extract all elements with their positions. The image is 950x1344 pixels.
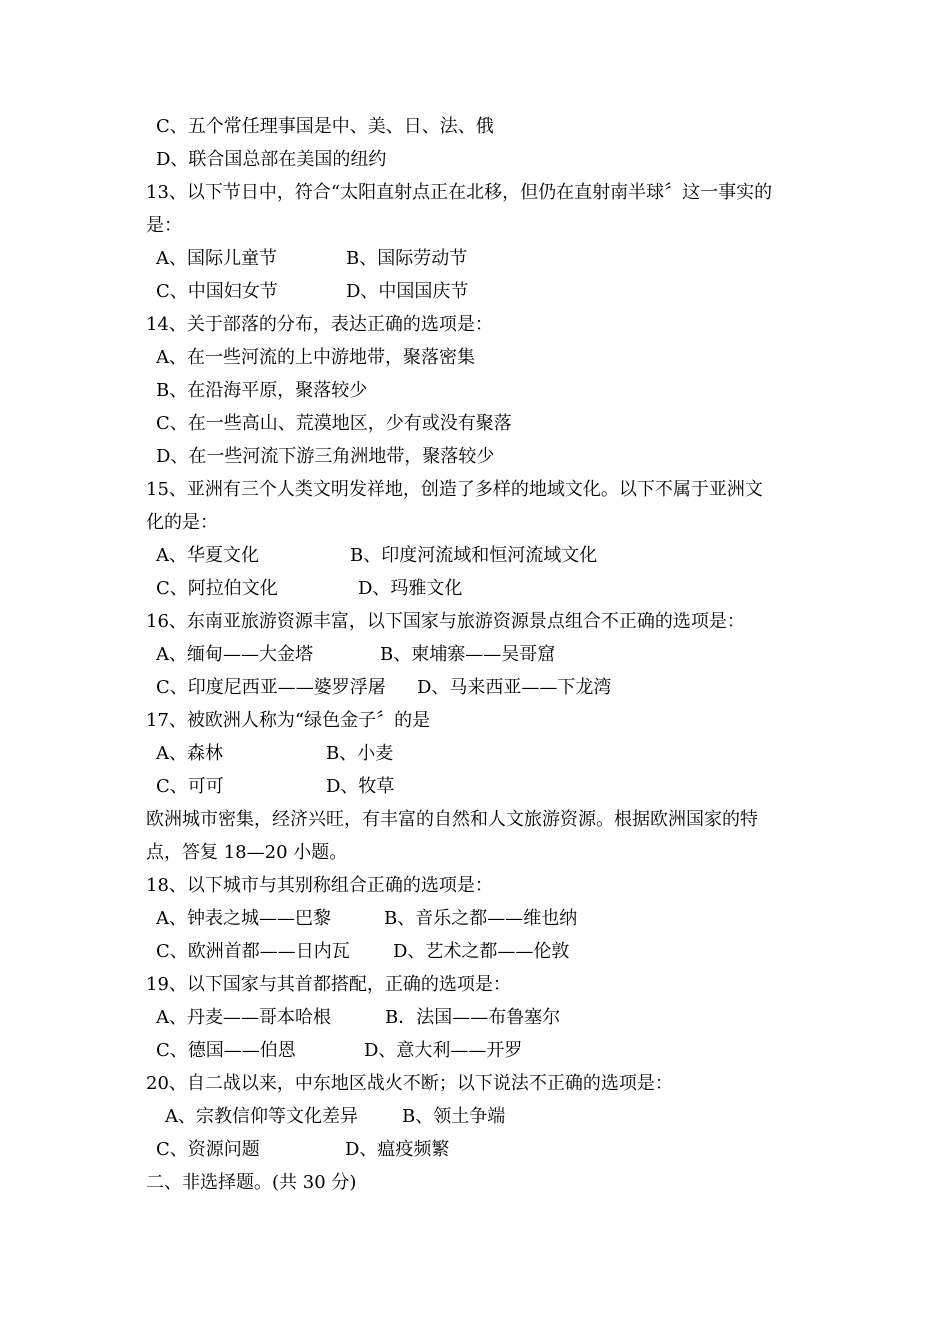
option-line: A、森林 B、小麦 — [156, 743, 394, 764]
option-line: A、钟表之城——巴黎 B、音乐之都——维也纳 — [156, 908, 578, 929]
option-line: C、欧洲首都——日内瓦 D、艺术之都——伦敦 — [156, 941, 570, 962]
option-line: D、在一些河流下游三角洲地带，聚落较少 — [156, 446, 495, 467]
question-15: 15、亚洲有三个人类文明发祥地，创造了多样的地域文化。以下不属于亚洲文 — [146, 479, 763, 500]
option-line: A、缅甸——大金塔 B、柬埔寨——吴哥窟 — [156, 644, 556, 665]
option-line: C、印度尼西亚——婆罗浮屠 D、马来西亚——下龙湾 — [156, 677, 612, 698]
question-17: 17、被欧洲人称为“绿色金子〞的是 — [146, 710, 431, 731]
question-19: 19、以下国家与其首都搭配，正确的选项是： — [146, 974, 511, 995]
passage-line: 欧洲城市密集，经济兴旺，有丰富的自然和人文旅游资源。根据欧洲国家的特 — [146, 809, 758, 830]
option-line: B、在沿海平原，聚落较少 — [156, 380, 368, 401]
option-line: C、阿拉伯文化 D、玛雅文化 — [156, 578, 463, 599]
question-18: 18、以下城市与其别称组合正确的选项是： — [146, 875, 493, 896]
option-line: C、中国妇女节 D、中国国庆节 — [156, 281, 469, 302]
option-line: A、宗教信仰等文化差异 B、领土争端 — [165, 1106, 506, 1127]
option-line: A、在一些河流的上中游地带，聚落密集 — [156, 347, 475, 368]
option-line: A、华夏文化 B、印度河流域和恒河流域文化 — [156, 545, 598, 566]
section-heading: 二、非选择题。(共 30 分) — [146, 1172, 357, 1193]
option-line: C、可可 D、牧草 — [156, 776, 395, 797]
option-line: C、德国——伯恩 D、意大利——开罗 — [156, 1040, 523, 1061]
option-line: A、国际儿童节 B、国际劳动节 — [156, 248, 468, 269]
option-line: A、丹麦——哥本哈根 B．法国——布鲁塞尔 — [156, 1007, 561, 1028]
question-20: 20、自二战以来，中东地区战火不断；以下说法不正确的选项是： — [146, 1073, 673, 1094]
option-line: D、联合国总部在美国的纽约 — [156, 149, 387, 170]
option-line: C、五个常任理事国是中、美、日、法、俄 — [156, 116, 494, 137]
question-13: 13、以下节日中，符合“太阳直射点正在北移，但仍在直射南半球〞这一事实的 — [146, 182, 773, 203]
option-line: C、资源问题 D、瘟疫频繁 — [156, 1139, 450, 1160]
option-line: C、在一些高山、荒漠地区，少有或没有聚落 — [156, 413, 512, 434]
question-14: 14、关于部落的分布，表达正确的选项是： — [146, 314, 493, 335]
passage-line: 点，答复 18—20 小题。 — [146, 842, 348, 863]
question-line: 化的是： — [146, 512, 218, 533]
question-line: 是： — [146, 215, 182, 236]
question-16: 16、东南亚旅游资源丰富，以下国家与旅游资源景点组合不正确的选项是： — [146, 611, 745, 632]
